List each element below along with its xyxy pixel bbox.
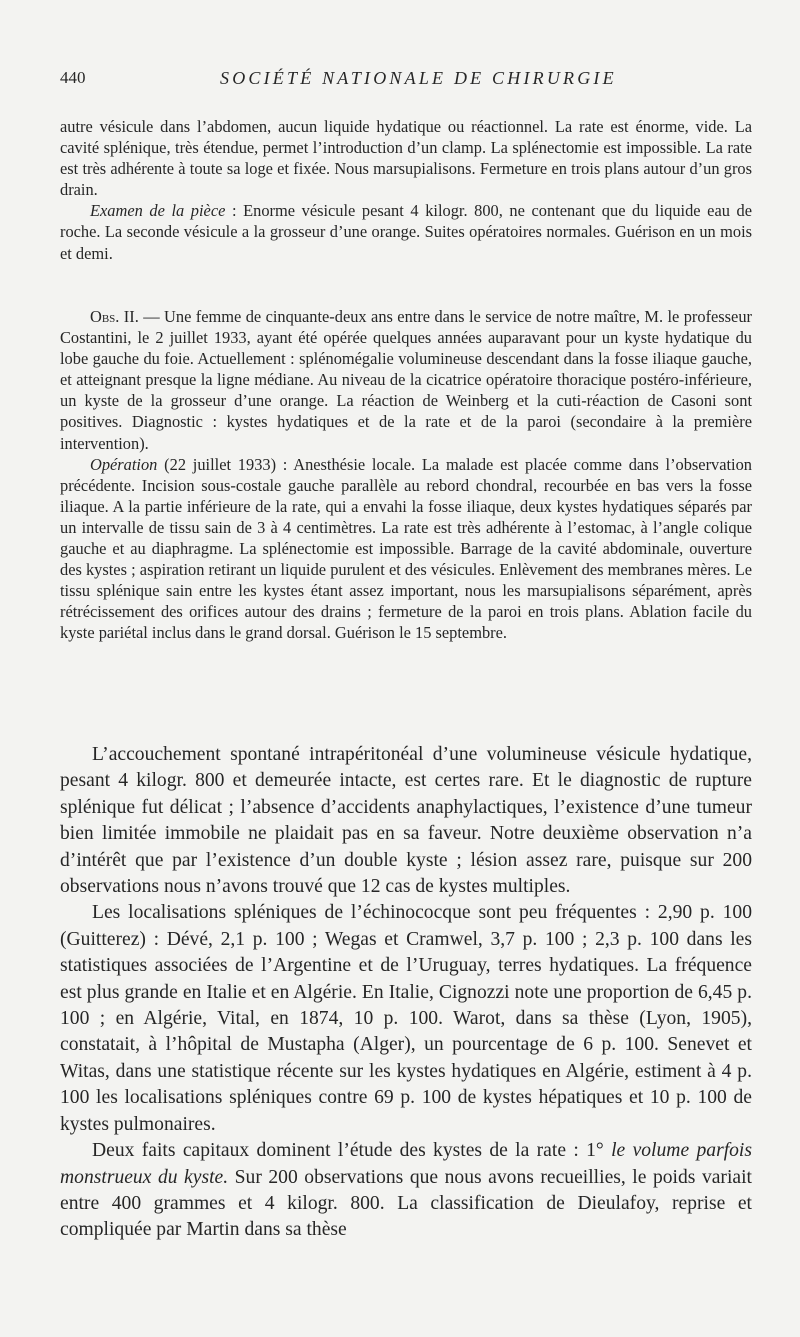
observation-2 — [60, 306, 752, 644]
page-header — [60, 68, 740, 96]
obs2-paragraph-2 — [60, 454, 752, 644]
operation-heading: Opération — [90, 454, 158, 474]
obs1-paragraph-2 — [60, 200, 752, 263]
p3-lead: Deux faits capitaux dominent l’étude des kystes de la rate : 1° — [92, 1140, 612, 1162]
obs2-label: Obs. II. — [90, 307, 139, 326]
obs2-text: — Une femme de cinquante-deux ans entre dans le service de notre maître, M. le professeur Costantini, le 2 juillet 1933, ayant été opérée quelques années auparavant pour un kyste hydatique du lobe gauche du foie. Actuellement : splénomégalie volumineuse descendant dans la fosse iliaque gauche, et atteignant presque la ligne médiane. Au niveau de la cicatrice opératoire thoracique postéro-inférieure, un kyste de la grosseur d’une orange. La réaction de Weinberg et la cuti-réaction de Casoni sont positives. Diagnostic : kystes hydatiques et de la rate et de la paroi (secondaire à la première intervention). — [60, 307, 752, 453]
obs2-paragraph-1 — [60, 306, 752, 454]
exam-text: : Enorme vésicule pesant 4 kilogr. 800, ne contenant que du liquide eau de roche. La seconde vésicule a la grosseur d’une orange. Suites opératoires normales. Guérison en un mois et demi. — [60, 201, 752, 263]
obs1-paragraph-1: autre vésicule dans l’abdomen, aucun liquide hydatique ou réactionnel. La rate est énorme, vide. La cavité splénique, très étendue, permet l’introduction d’un clamp. La splénectomie est impossible. La rate est très adhérente à toute sa loge et fixée. Nous marsupialisons. Fermeture en trois plans autour d’un gros drain. — [60, 117, 752, 200]
running-title: SOCIÉTÉ NATIONALE DE CHIRURGIE — [220, 68, 617, 88]
observation-1 — [60, 116, 752, 264]
p3-italic: le volume parfois monstrueux du kyste. — [60, 1140, 753, 1188]
exam-heading: Examen de la pièce — [90, 201, 226, 221]
discussion-paragraph-1: L’accouchement spontané intrapéritonéal d’une volumineuse vésicule hydatique, pesant 4 kilogr. 800 et demeurée intacte, est certes rare. Et le diagnostic de rupture splénique fut délicat ; l’absence d’accidents anaphylactiques, l’existence d’une tumeur bien limitée immobile ne plaidait pas en sa faveur. Notre deuxième observation n’a d’intérêt que par l’existence d’un double kyste ; lésion assez rare, puisque sur 200 observations nous n’avons trouvé que 12 cas de kystes multiples. — [60, 744, 752, 898]
page-number: 440 — [60, 68, 86, 87]
operation-text: (22 juillet 1933) : Anesthésie locale. La malade est placée comme dans l’observation précédente. Incision sous-costale gauche parallèle au rebord chondral, recourbée en bas vers la fosse iliaque. A la partie inférieure de la rate, qui a envahi la fosse iliaque, deux kystes hydatiques séparés par un intervalle de tissu sain de 3 à 4 centimètres. La rate est très adhérente à l’estomac, à l’angle colique gauche et au diaphragme. La splénectomie est impossible. Barrage de la cavité abdominale, ouverture des kystes ; aspiration retirant un liquide purulent et des vésicules. Enlèvement des membranes mères. Le tissu splénique sain entre les kystes étant assez important, nous les marsupialisons séparément, après rétrécissement des orifices autour des drains ; fermeture de la paroi en trois plans. Ablation facile du kyste pariétal inclus dans le grand dorsal. Guérison le 15 septembre. — [60, 454, 752, 643]
discussion-paragraph-3 — [60, 1138, 752, 1244]
discussion-section — [60, 742, 752, 1244]
p3-text: Sur 200 observations que nous avons recueillies, le poids variait entre 400 grammes et 4 kilogr. 800. La classification de Dieulafoy, reprise et compliquée par Martin dans sa thèse — [60, 1166, 752, 1241]
discussion-paragraph-2: Les localisations spléniques de l’échinococque sont peu fréquentes : 2,90 p. 100 (Guitterez) : Dévé, 2,1 p. 100 ; Wegas et Cramwel, 3,7 p. 100 ; 2,3 p. 100 dans les statistiques associées de l’Argentine et de l’Uruguay, terres hydatiques. La fréquence est plus grande en Italie et en Algérie. En Italie, Cignozzi note une proportion de 6,45 p. 100 ; en Algérie, Vital, en 1874, 10 p. 100. Warot, dans sa thèse (Lyon, 1905), constatait, à l’hôpital de Mustapha (Alger), un pourcentage de 6 p. 100. Senevet et Witas, dans une statistique récente sur les kystes hydatiques en Algérie, estiment à 4 p. 100 les localisations spléniques contre 69 p. 100 de kystes hépatiques et 10 p. 100 de kystes pulmonaires. — [60, 902, 752, 1135]
